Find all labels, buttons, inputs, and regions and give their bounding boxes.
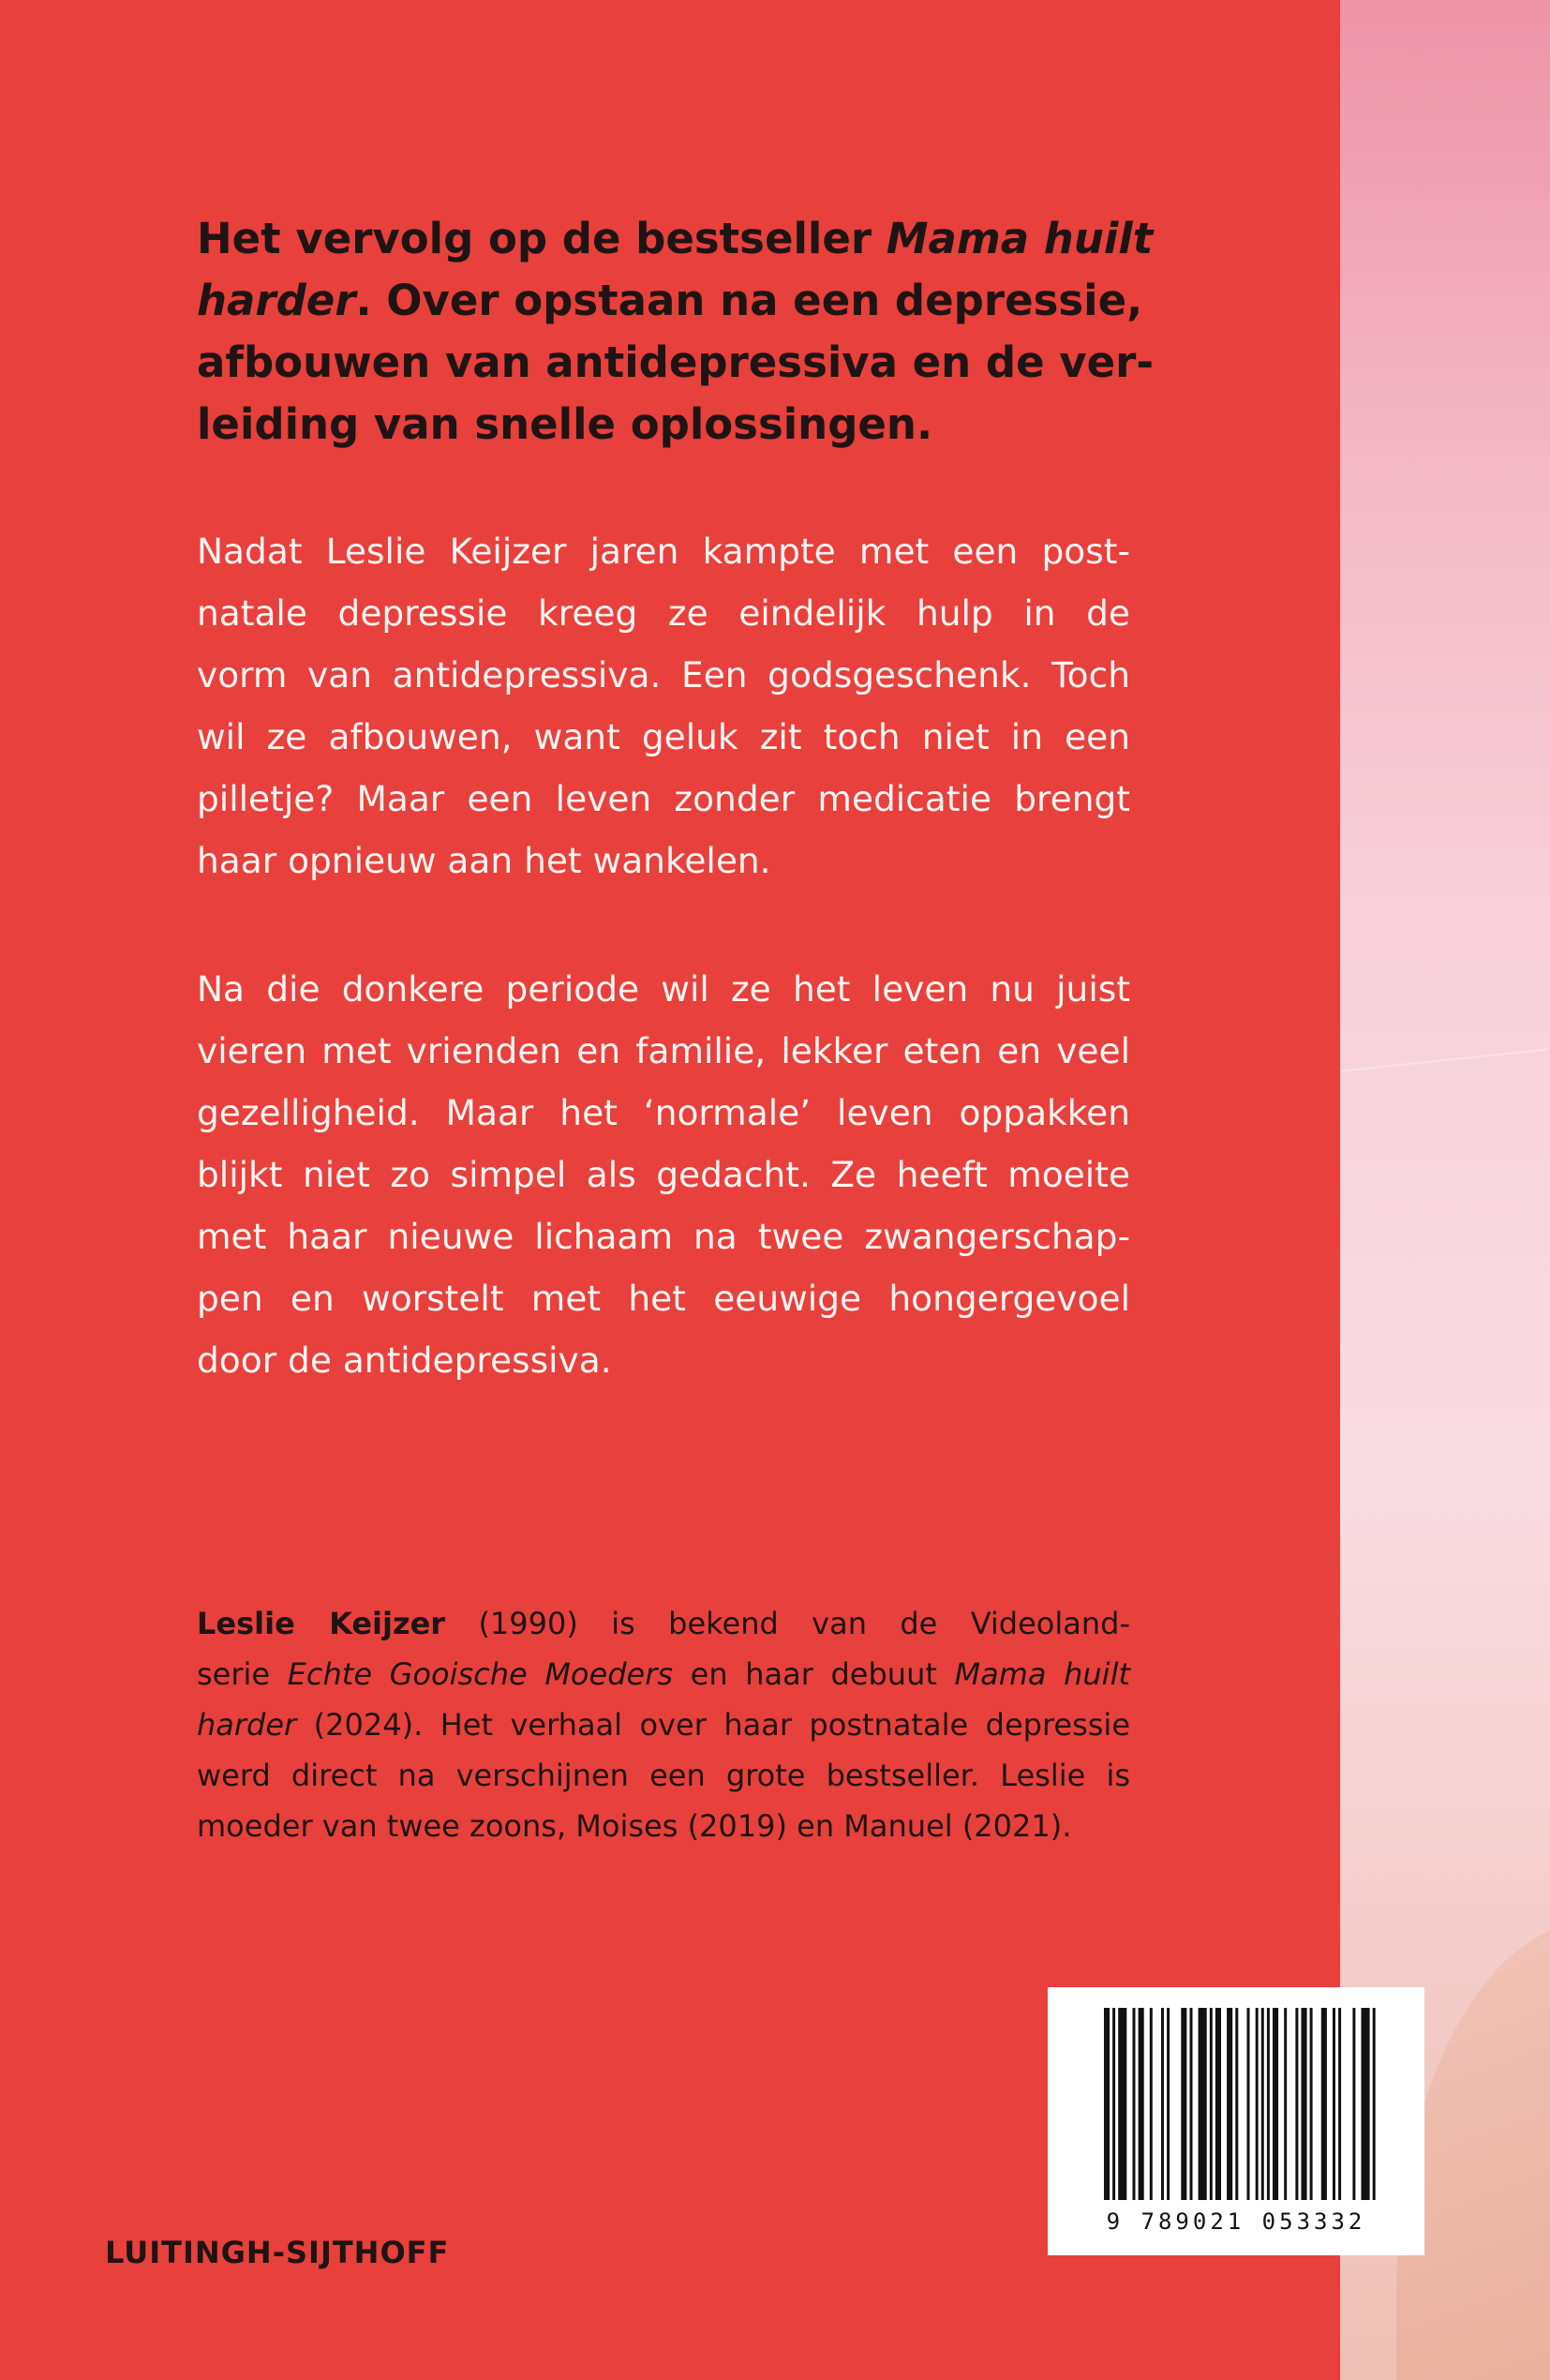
barcode-bar	[1273, 2008, 1278, 2200]
text-line: vorm van antidepressiva. Een godsgeschenk. Toch	[197, 654, 1130, 696]
barcode-bar	[1150, 2008, 1153, 2200]
bio-line: Leslie Keijzer (1990) is bekend van de Videoland-	[197, 1606, 1131, 1641]
barcode-bar	[1284, 2008, 1287, 2200]
text-line: pen en worstelt met het eeuwige hongergevoel	[197, 1278, 1130, 1319]
paper-fold	[1341, 1048, 1550, 1071]
barcode-bar	[1112, 2008, 1115, 2200]
text-line: blijkt niet zo simpel als gedacht. Ze heeft moeite	[197, 1154, 1130, 1195]
barcode-bar	[1104, 2008, 1110, 2200]
text-line: haar opnieuw aan het wankelen.	[197, 840, 771, 881]
text-line: pilletje? Maar een leven zonder medicatie brengt	[197, 778, 1130, 819]
barcode-bar	[1133, 2008, 1136, 2200]
publisher-logo: LUITINGH-SIJTHOFF	[105, 2235, 450, 2270]
blurb-paragraph-2	[197, 958, 1130, 1391]
barcode-bar	[1338, 2008, 1341, 2200]
barcode-bars	[1048, 1987, 1424, 2212]
lead-line: leiding van snelle oplossingen.	[197, 399, 933, 449]
lead-line: harder. Over opstaan na een depressie,	[197, 276, 1143, 325]
barcode-bar	[1261, 2008, 1264, 2200]
barcode-bar	[1161, 2008, 1164, 2200]
author-bio	[197, 1598, 1130, 1851]
barcode-bar	[1167, 2008, 1170, 2200]
text-line: Na die donkere periode wil ze het leven nu juist	[197, 968, 1130, 1010]
barcode-bar	[1352, 2008, 1355, 2200]
barcode-bar	[1373, 2008, 1376, 2200]
isbn-barcode	[1048, 1987, 1424, 2255]
barcode-bar	[1210, 2008, 1213, 2200]
barcode-bar	[1118, 2008, 1126, 2200]
isbn-number: 9 789021 053332	[1106, 2208, 1366, 2235]
text-line: Nadat Leslie Keijzer jaren kampte met een post-	[197, 531, 1130, 572]
barcode-bar	[1215, 2008, 1221, 2200]
barcode-bar	[1362, 2008, 1370, 2200]
barcode-bar	[1247, 2008, 1250, 2200]
barcode-bar	[1139, 2008, 1144, 2200]
barcode-bar	[1256, 2008, 1259, 2200]
author-name: Leslie Keijzer	[197, 1606, 446, 1641]
bio-line: werd direct na verschijnen een grote bestseller. Leslie is	[197, 1758, 1130, 1793]
barcode-bar	[1199, 2008, 1207, 2200]
barcode-bar	[1181, 2008, 1186, 2200]
text-line: natale depressie kreeg ze eindelijk hulp in de	[197, 592, 1130, 634]
bio-line: moeder van twee zoons, Moises (2019) en Manuel (2021).	[197, 1808, 1072, 1844]
barcode-bar	[1227, 2008, 1232, 2200]
barcode-bar	[1235, 2008, 1238, 2200]
barcode-bar	[1190, 2008, 1193, 2200]
text-line: met haar nieuwe lichaam na twee zwangerschap-	[197, 1216, 1130, 1257]
lead-line: Het vervolg op de bestseller Mama huilt	[197, 214, 1154, 263]
text-line: door de antidepressiva.	[197, 1340, 612, 1381]
barcode-bar	[1310, 2008, 1313, 2200]
text-line: gezelligheid. Maar het ‘normale’ leven oppakken	[197, 1092, 1130, 1133]
lead-text	[197, 208, 1155, 456]
lead-line: afbouwen van antidepressiva en de ver-	[197, 337, 1155, 387]
blurb-paragraph-1	[197, 520, 1130, 891]
text-line: vieren met vrienden en familie, lekker eten en veel	[197, 1030, 1130, 1071]
text-line: wil ze afbouwen, want geluk zit toch niet in een	[197, 716, 1130, 757]
bio-line: harder (2024). Het verhaal over haar postnatale depressie	[197, 1707, 1130, 1743]
bio-line: serie Echte Gooische Moeders en haar debuut Mama huilt	[197, 1656, 1131, 1692]
barcode-bar	[1267, 2008, 1270, 2200]
barcode-bar	[1321, 2008, 1327, 2200]
barcode-bar	[1333, 2008, 1335, 2200]
barcode-bar	[1295, 2008, 1298, 2200]
barcode-bar	[1302, 2008, 1307, 2200]
